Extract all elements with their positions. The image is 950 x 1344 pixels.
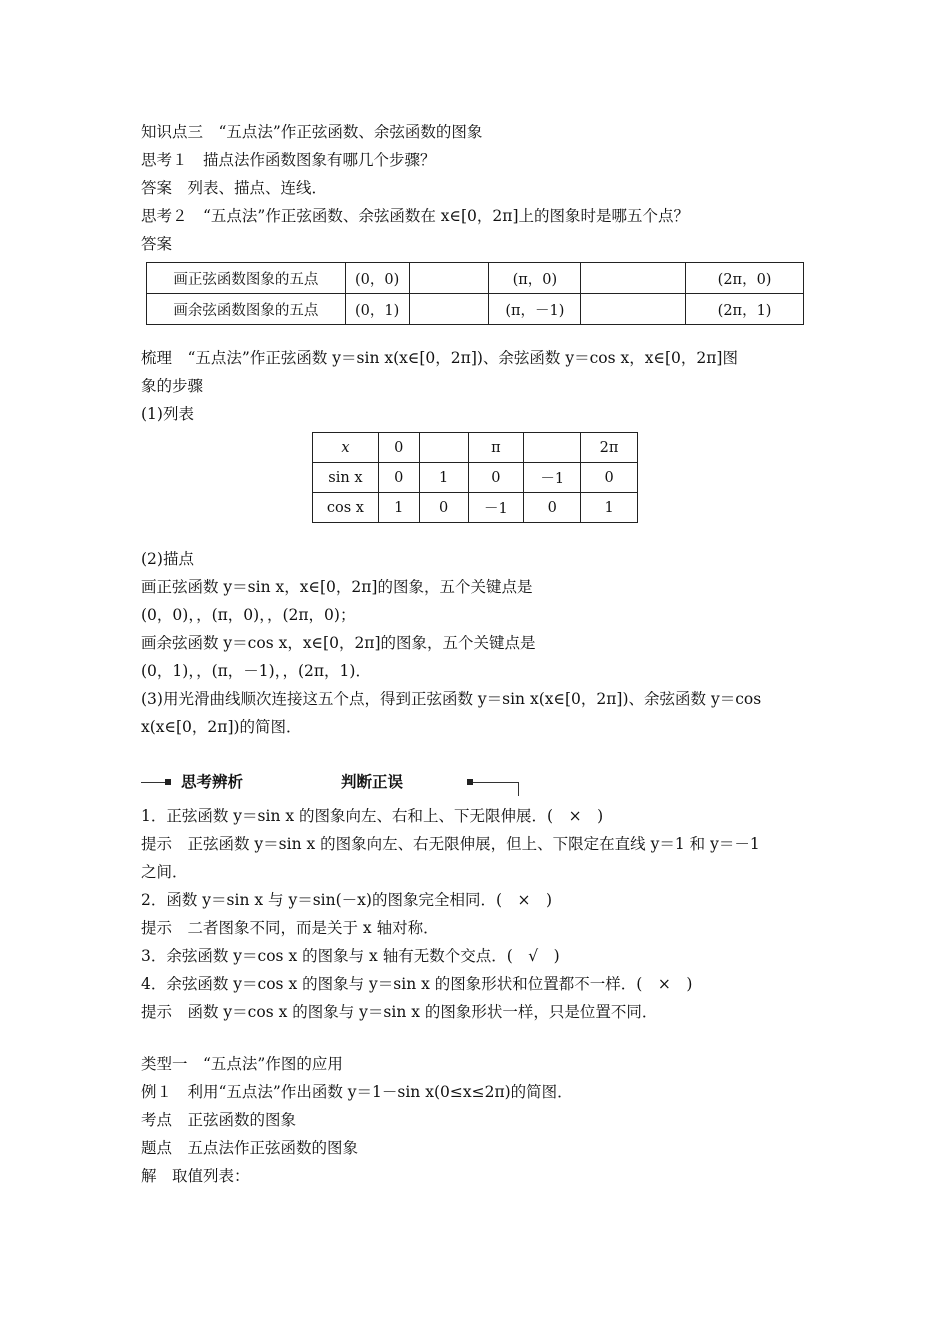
section-heading: 知识点三 “五点法”作正弦函数、余弦函数的图象 [141,123,483,141]
table-cell [581,294,686,325]
table-cell: －1 [524,463,581,493]
table-cell: cos x [313,493,379,523]
table-cell: sin x [313,463,379,493]
sin-points: (0，0)，，(π，0)，，(2π，0)； [141,606,356,624]
summary-line-2: 象的步骤 [141,377,204,395]
table-cell: 1 [378,493,419,523]
table-cell [581,263,686,294]
table-cell [524,433,581,463]
step-1: (1)列表 [141,405,194,423]
square-bullet-icon [165,779,171,785]
step-3-cont: x(x∈[0，2π])的简图． [141,718,302,736]
solution-start: 解 取值列表： [141,1167,250,1185]
square-bullet-icon [467,779,473,785]
hint-1-cont: 之间． [141,863,188,881]
judge-1: 1．正弦函数 y＝sin x 的图象向左、右和上、下无限伸展．( × ) [141,807,604,825]
value-table [312,432,638,523]
table-row [313,463,638,493]
table-row [313,433,638,463]
topic-point: 题点 五点法作正弦函数的图象 [141,1139,359,1157]
table-cell: 0 [581,463,638,493]
table-cell: π [468,433,524,463]
sin-points-intro: 画正弦函数 y＝sin x，x∈[0，2π]的图象，五个关键点是 [141,578,533,596]
five-points-table [146,262,804,325]
hint-2: 提示 二者图象不同，而是关于 x 轴对称． [141,919,439,937]
table-cell: 0 [468,463,524,493]
summary-line-1: 梳理 “五点法”作正弦函数 y＝sin x(x∈[0，2π])、余弦函数 y＝cos x，x∈[0，2π]图 [141,349,738,367]
table-cell: 2π [581,433,638,463]
table-cell: 画正弦函数图象的五点 [147,263,346,294]
cos-points: (0，1)，，(π，－1)，，(2π，1)． [141,662,371,680]
step-2: (2)描点 [141,550,194,568]
table-row [147,294,804,325]
judge-2: 2．函数 y＝sin x 与 y＝sin(－x)的图象完全相同．( × ) [141,891,553,909]
table-cell: 画余弦函数图象的五点 [147,294,346,325]
table-cell: (0，0) [345,263,409,294]
table-cell: x [313,433,379,463]
table-cell: (2π，0) [686,263,804,294]
step-3: (3)用光滑曲线顺次连接这五个点，得到正弦函数 y＝sin x(x∈[0，2π])、余弦函数 y＝cos [141,690,762,708]
table-cell: 0 [524,493,581,523]
banner-rule-end [518,782,519,796]
table-cell: (2π，1) [686,294,804,325]
table-cell: (π，－1) [489,294,581,325]
table-row [313,493,638,523]
answer-1: 答案 列表、描点、连线． [141,179,328,197]
answer-2-label: 答案 [141,235,173,253]
section-banner [141,771,521,797]
table-cell [409,263,489,294]
table-cell: 0 [378,433,419,463]
judge-3: 3．余弦函数 y＝cos x 的图象与 x 轴有无数个交点．( √ ) [141,947,560,965]
banner-title-right: 判断正误 [337,771,407,793]
banner-title-left: 思考辨析 [177,771,247,793]
cos-points-intro: 画余弦函数 y＝cos x，x∈[0，2π]的图象，五个关键点是 [141,634,536,652]
judge-4: 4．余弦函数 y＝cos x 的图象与 y＝sin x 的图象形状和位置都不一样．( × ) [141,975,693,993]
exam-point: 考点 正弦函数的图象 [141,1111,297,1129]
table-cell: －1 [468,493,524,523]
table-cell [409,294,489,325]
table-row [147,263,804,294]
hint-1: 提示 正弦函数 y＝sin x 的图象向左、右无限伸展，但上、下限定在直线 y＝1 和 y＝－1 [141,835,760,853]
question-2: 思考２ “五点法”作正弦函数、余弦函数在 x∈[0，2π]上的图象时是哪五个点？ [141,207,689,225]
table-cell [419,433,468,463]
table-cell: 0 [419,493,468,523]
type-heading: 类型一 “五点法”作图的应用 [141,1055,343,1073]
hint-4: 提示 函数 y＝cos x 的图象与 y＝sin x 的图象形状一样，只是位置不同． [141,1003,658,1021]
question-1: 思考１ 描点法作函数图象有哪几个步骤？ [141,151,436,169]
table-cell: (π，0) [489,263,581,294]
table-cell: 1 [581,493,638,523]
example-1: 例１ 利用“五点法”作出函数 y＝1－sin x(0≤x≤2π)的简图． [141,1083,573,1101]
table-cell: (0，1) [345,294,409,325]
table-cell: 0 [378,463,419,493]
table-cell: 1 [419,463,468,493]
